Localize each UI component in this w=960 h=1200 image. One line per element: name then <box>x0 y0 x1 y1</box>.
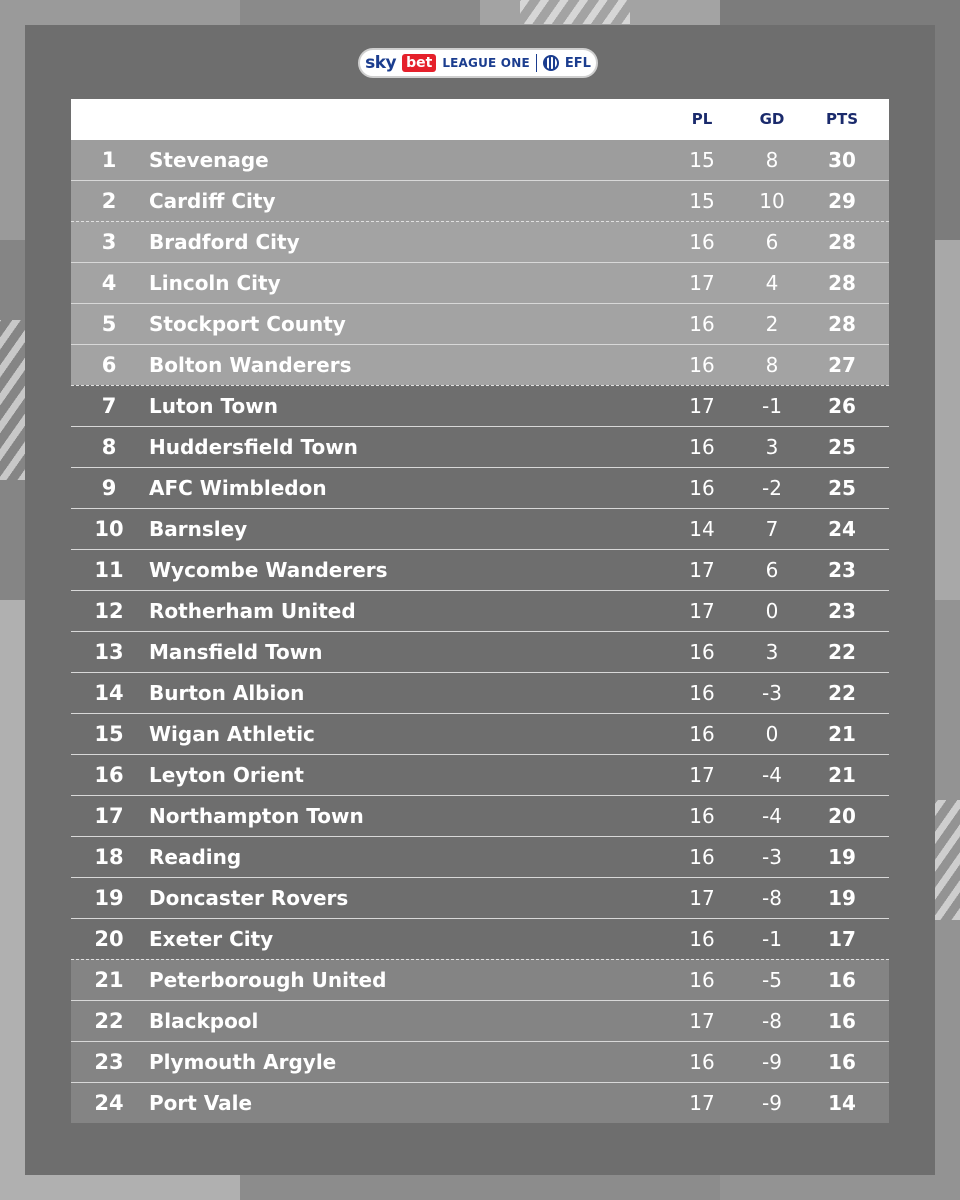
position-cell: 20 <box>94 927 124 951</box>
points-cell: 14 <box>828 1091 856 1115</box>
position-cell: 17 <box>94 804 124 828</box>
position-cell: 24 <box>94 1091 124 1115</box>
goal-difference-cell: -4 <box>762 763 782 787</box>
goal-difference-cell: -4 <box>762 804 782 828</box>
team-name-cell: Mansfield Town <box>149 640 323 664</box>
position-cell: 11 <box>94 558 124 582</box>
goal-difference-cell: -3 <box>762 845 782 869</box>
points-cell: 22 <box>828 640 856 664</box>
team-name-cell: Northampton Town <box>149 804 364 828</box>
points-cell: 16 <box>828 1009 856 1033</box>
goal-difference-cell: -1 <box>762 927 782 951</box>
table-row <box>71 221 889 262</box>
goal-difference-cell: 3 <box>765 435 779 459</box>
played-cell: 16 <box>689 722 715 746</box>
points-cell: 21 <box>828 722 856 746</box>
points-cell: 19 <box>828 886 856 910</box>
decorative-stripes <box>934 800 960 920</box>
position-cell: 1 <box>101 148 117 172</box>
goal-difference-cell: 8 <box>765 353 779 377</box>
points-cell: 28 <box>828 271 856 295</box>
points-cell: 30 <box>828 148 856 172</box>
goal-difference-cell: 3 <box>765 640 779 664</box>
team-name-cell: Stockport County <box>149 312 346 336</box>
played-cell: 17 <box>689 763 715 787</box>
played-cell: 17 <box>689 1009 715 1033</box>
team-name-cell: Bradford City <box>149 230 300 254</box>
position-cell: 3 <box>101 230 117 254</box>
table-row <box>71 1000 889 1041</box>
efl-wordmark: EFL <box>564 55 591 71</box>
played-cell: 16 <box>689 353 715 377</box>
table-row <box>71 1041 889 1082</box>
goal-difference-cell: -5 <box>762 968 782 992</box>
played-cell: 17 <box>689 599 715 623</box>
played-cell: 15 <box>689 148 715 172</box>
played-cell: 14 <box>689 517 715 541</box>
goal-difference-cell: 0 <box>765 722 779 746</box>
points-cell: 16 <box>828 1050 856 1074</box>
table-row <box>71 836 889 877</box>
position-cell: 4 <box>101 271 117 295</box>
position-cell: 23 <box>94 1050 124 1074</box>
goal-difference-cell: 2 <box>765 312 779 336</box>
logo-divider <box>536 54 537 72</box>
position-cell: 9 <box>101 476 117 500</box>
played-cell: 16 <box>689 927 715 951</box>
position-cell: 19 <box>94 886 124 910</box>
goal-difference-cell: -3 <box>762 681 782 705</box>
played-cell: 16 <box>689 681 715 705</box>
efl-crest-icon <box>543 55 559 71</box>
table-row <box>71 795 889 836</box>
points-cell: 25 <box>828 476 856 500</box>
team-name-cell: Rotherham United <box>149 599 356 623</box>
points-cell: 20 <box>828 804 856 828</box>
position-cell: 8 <box>101 435 117 459</box>
team-name-cell: Peterborough United <box>149 968 387 992</box>
table-row <box>71 590 889 631</box>
table-row <box>71 1082 889 1123</box>
points-cell: 22 <box>828 681 856 705</box>
played-cell: 16 <box>689 312 715 336</box>
decorative-stripes <box>0 320 26 480</box>
table-row <box>71 754 889 795</box>
position-cell: 15 <box>94 722 124 746</box>
header-goal-difference: GD <box>759 110 785 128</box>
position-cell: 14 <box>94 681 124 705</box>
table-row <box>71 385 889 426</box>
played-cell: 16 <box>689 845 715 869</box>
table-row <box>71 508 889 549</box>
points-cell: 29 <box>828 189 856 213</box>
points-cell: 27 <box>828 353 856 377</box>
team-name-cell: Exeter City <box>149 927 274 951</box>
table-row <box>71 959 889 1000</box>
decorative-stripes <box>520 0 630 24</box>
position-cell: 13 <box>94 640 124 664</box>
points-cell: 28 <box>828 312 856 336</box>
table-body <box>71 140 889 1123</box>
table-row <box>71 549 889 590</box>
bet-wordmark: bet <box>402 54 436 72</box>
table-row <box>71 180 889 221</box>
goal-difference-cell: 7 <box>765 517 779 541</box>
goal-difference-cell: 8 <box>765 148 779 172</box>
table-row <box>71 672 889 713</box>
team-name-cell: Blackpool <box>149 1009 259 1033</box>
team-name-cell: AFC Wimbledon <box>149 476 327 500</box>
team-name-cell: Burton Albion <box>149 681 305 705</box>
played-cell: 16 <box>689 804 715 828</box>
league-logo <box>358 48 598 78</box>
goal-difference-cell: -8 <box>762 886 782 910</box>
header-played: PL <box>691 110 713 128</box>
team-name-cell: Doncaster Rovers <box>149 886 349 910</box>
played-cell: 15 <box>689 189 715 213</box>
team-name-cell: Bolton Wanderers <box>149 353 352 377</box>
played-cell: 17 <box>689 1091 715 1115</box>
points-cell: 23 <box>828 599 856 623</box>
team-name-cell: Reading <box>149 845 242 869</box>
team-name-cell: Wycombe Wanderers <box>149 558 388 582</box>
team-name-cell: Port Vale <box>149 1091 253 1115</box>
table-header <box>71 99 889 140</box>
league-table <box>71 99 889 1123</box>
position-cell: 5 <box>101 312 117 336</box>
position-cell: 16 <box>94 763 124 787</box>
played-cell: 16 <box>689 640 715 664</box>
goal-difference-cell: 6 <box>765 230 779 254</box>
points-cell: 23 <box>828 558 856 582</box>
team-name-cell: Leyton Orient <box>149 763 304 787</box>
position-cell: 12 <box>94 599 124 623</box>
team-name-cell: Barnsley <box>149 517 248 541</box>
table-row <box>71 262 889 303</box>
table-row <box>71 918 889 959</box>
points-cell: 19 <box>828 845 856 869</box>
table-row <box>71 426 889 467</box>
position-cell: 22 <box>94 1009 124 1033</box>
goal-difference-cell: -1 <box>762 394 782 418</box>
table-row <box>71 713 889 754</box>
points-cell: 21 <box>828 763 856 787</box>
position-cell: 21 <box>94 968 124 992</box>
sky-wordmark: sky <box>365 53 397 73</box>
team-name-cell: Luton Town <box>149 394 278 418</box>
team-name-cell: Cardiff City <box>149 189 276 213</box>
goal-difference-cell: 6 <box>765 558 779 582</box>
points-cell: 26 <box>828 394 856 418</box>
position-cell: 6 <box>101 353 117 377</box>
team-name-cell: Plymouth Argyle <box>149 1050 337 1074</box>
team-name-cell: Stevenage <box>149 148 269 172</box>
goal-difference-cell: -9 <box>762 1091 782 1115</box>
played-cell: 16 <box>689 435 715 459</box>
goal-difference-cell: 10 <box>759 189 785 213</box>
played-cell: 16 <box>689 968 715 992</box>
points-cell: 17 <box>828 927 856 951</box>
table-row <box>71 877 889 918</box>
points-cell: 28 <box>828 230 856 254</box>
played-cell: 17 <box>689 886 715 910</box>
goal-difference-cell: 4 <box>765 271 779 295</box>
played-cell: 16 <box>689 476 715 500</box>
team-name-cell: Wigan Athletic <box>149 722 315 746</box>
table-row <box>71 631 889 672</box>
league-name: LEAGUE ONE <box>442 56 530 70</box>
goal-difference-cell: -9 <box>762 1050 782 1074</box>
played-cell: 17 <box>689 271 715 295</box>
table-row <box>71 140 889 180</box>
table-row <box>71 303 889 344</box>
table-row <box>71 467 889 508</box>
header-points: PTS <box>825 110 859 128</box>
played-cell: 16 <box>689 1050 715 1074</box>
team-name-cell: Lincoln City <box>149 271 281 295</box>
points-cell: 16 <box>828 968 856 992</box>
points-cell: 25 <box>828 435 856 459</box>
table-row <box>71 344 889 385</box>
played-cell: 17 <box>689 558 715 582</box>
position-cell: 2 <box>101 189 117 213</box>
goal-difference-cell: -8 <box>762 1009 782 1033</box>
played-cell: 16 <box>689 230 715 254</box>
position-cell: 7 <box>101 394 117 418</box>
points-cell: 24 <box>828 517 856 541</box>
position-cell: 18 <box>94 845 124 869</box>
goal-difference-cell: -2 <box>762 476 782 500</box>
goal-difference-cell: 0 <box>765 599 779 623</box>
played-cell: 17 <box>689 394 715 418</box>
team-name-cell: Huddersfield Town <box>149 435 358 459</box>
position-cell: 10 <box>94 517 124 541</box>
